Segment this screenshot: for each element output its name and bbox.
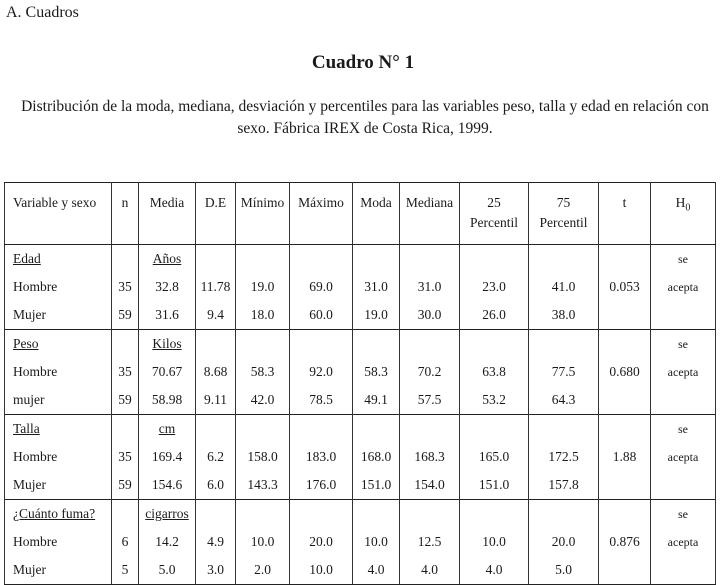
- cell-moda: 151.0: [353, 471, 400, 500]
- cell-t-empty: [599, 500, 651, 529]
- cell-p25: 10.0: [460, 528, 529, 556]
- table-row: [5, 443, 716, 471]
- table-row: [5, 556, 716, 585]
- cell-mediana: 168.3: [400, 443, 460, 471]
- cell-t-empty: [599, 301, 651, 330]
- group-header-row: [5, 500, 716, 529]
- group-name: [5, 415, 112, 444]
- cell-sex: mujer: [5, 386, 112, 415]
- header-ho-main: H: [675, 195, 686, 210]
- cell-p25: 53.2: [460, 386, 529, 415]
- cell-p25: 151.0: [460, 471, 529, 500]
- cell-n: [112, 415, 139, 444]
- cell-moda: 19.0: [353, 301, 400, 330]
- cell-empty: [196, 415, 236, 444]
- cell-p75: 20.0: [529, 528, 599, 556]
- cell-min: 10.0: [236, 528, 290, 556]
- cell-media: 5.0: [139, 556, 196, 585]
- cell-ho-empty: [651, 386, 716, 415]
- group-unit: [139, 415, 196, 444]
- cell-p25: 4.0: [460, 556, 529, 585]
- ho-top: se: [651, 330, 716, 359]
- ho-acepta: acepta: [651, 443, 716, 471]
- cell-empty: [236, 500, 290, 529]
- cell-media: 58.98: [139, 386, 196, 415]
- cell-empty: [290, 245, 353, 274]
- cell-empty: [196, 500, 236, 529]
- table-row: [5, 301, 716, 330]
- cell-empty: [400, 500, 460, 529]
- group-header-row: [5, 245, 716, 274]
- cell-empty: [353, 330, 400, 359]
- cell-t: 0.053: [599, 273, 651, 301]
- cell-media: 31.6: [139, 301, 196, 330]
- cell-p75: 5.0: [529, 556, 599, 585]
- cell-empty: [529, 500, 599, 529]
- group-unit-label: Años: [152, 251, 182, 266]
- cell-p75: 172.5: [529, 443, 599, 471]
- table-row: [5, 273, 716, 301]
- ho-acepta: acepta: [651, 358, 716, 386]
- cell-t-empty: [599, 330, 651, 359]
- group-unit-label: cm: [158, 421, 176, 436]
- cell-mediana: 70.2: [400, 358, 460, 386]
- header-t: t: [599, 183, 651, 245]
- cell-empty: [353, 245, 400, 274]
- cell-ho-empty: [651, 556, 716, 585]
- cell-empty: [529, 415, 599, 444]
- table-caption: Distribución de la moda, mediana, desviación y percentiles para las variables peso, talla y edad en relación con sexo. Fábrica IREX de Costa Rica, 1999.: [21, 98, 709, 137]
- cell-de: 9.11: [196, 386, 236, 415]
- cell-empty: [290, 415, 353, 444]
- group-name-label: Talla: [13, 421, 40, 436]
- cell-t: 0.680: [599, 358, 651, 386]
- cell-mediana: 4.0: [400, 556, 460, 585]
- cell-max: 92.0: [290, 358, 353, 386]
- cell-min: 58.3: [236, 358, 290, 386]
- header-p25: [460, 183, 529, 245]
- cell-min: 19.0: [236, 273, 290, 301]
- cell-mediana: 31.0: [400, 273, 460, 301]
- cell-media: 169.4: [139, 443, 196, 471]
- cell-de: 8.68: [196, 358, 236, 386]
- cell-min: 18.0: [236, 301, 290, 330]
- cell-media: 14.2: [139, 528, 196, 556]
- cell-max: 20.0: [290, 528, 353, 556]
- header-de: D.E: [196, 183, 236, 245]
- group-name: [5, 330, 112, 359]
- cell-t-empty: [599, 386, 651, 415]
- cell-max: 176.0: [290, 471, 353, 500]
- cell-de: 11.78: [196, 273, 236, 301]
- header-mediana: Mediana: [400, 183, 460, 245]
- cell-empty: [400, 415, 460, 444]
- cell-sex: Hombre: [5, 273, 112, 301]
- group-name-label: ¿Cuánto fuma?: [13, 506, 96, 521]
- cell-n: 59: [112, 386, 139, 415]
- cell-min: 158.0: [236, 443, 290, 471]
- cell-moda: 58.3: [353, 358, 400, 386]
- group-unit: [139, 500, 196, 529]
- cell-sex: Mujer: [5, 471, 112, 500]
- cell-empty: [460, 245, 529, 274]
- group-header-row: [5, 330, 716, 359]
- header-variable: Variable y sexo: [5, 183, 112, 245]
- cell-n: 59: [112, 301, 139, 330]
- cell-sex: Hombre: [5, 358, 112, 386]
- cell-moda: 49.1: [353, 386, 400, 415]
- cell-moda: 168.0: [353, 443, 400, 471]
- cell-mediana: 57.5: [400, 386, 460, 415]
- cell-media: 70.67: [139, 358, 196, 386]
- cell-empty: [460, 415, 529, 444]
- cell-p25: 63.8: [460, 358, 529, 386]
- cell-empty: [290, 500, 353, 529]
- cell-mediana: 30.0: [400, 301, 460, 330]
- header-ho-sub: 0: [685, 202, 691, 214]
- cell-empty: [236, 415, 290, 444]
- cell-p75: 38.0: [529, 301, 599, 330]
- cell-n: 5: [112, 556, 139, 585]
- cell-p25: 165.0: [460, 443, 529, 471]
- cell-p25: 23.0: [460, 273, 529, 301]
- cell-max: 78.5: [290, 386, 353, 415]
- cell-n: 35: [112, 273, 139, 301]
- cell-moda: 10.0: [353, 528, 400, 556]
- cell-n: 6: [112, 528, 139, 556]
- cell-n: 35: [112, 358, 139, 386]
- table-row: [5, 386, 716, 415]
- cell-t-empty: [599, 556, 651, 585]
- ho-acepta: acepta: [651, 528, 716, 556]
- cell-sex: Hombre: [5, 528, 112, 556]
- ho-acepta: acepta: [651, 273, 716, 301]
- cell-empty: [290, 330, 353, 359]
- group-name-label: Edad: [13, 251, 41, 266]
- group-unit: [139, 245, 196, 274]
- header-p75-word: Percentil: [539, 215, 588, 230]
- header-p25-word: Percentil: [470, 215, 518, 230]
- cell-empty: [529, 330, 599, 359]
- group-unit-label: Kilos: [152, 336, 182, 351]
- ho-top: se: [651, 415, 716, 444]
- cell-empty: [353, 415, 400, 444]
- group-name: [5, 500, 112, 529]
- cell-sex: Mujer: [5, 301, 112, 330]
- cell-max: 69.0: [290, 273, 353, 301]
- cell-max: 60.0: [290, 301, 353, 330]
- cell-de: 6.2: [196, 443, 236, 471]
- cell-max: 10.0: [290, 556, 353, 585]
- group-name: [5, 245, 112, 274]
- cell-empty: [460, 330, 529, 359]
- cell-de: 9.4: [196, 301, 236, 330]
- table-row: [5, 358, 716, 386]
- cell-p75: 64.3: [529, 386, 599, 415]
- cell-empty: [460, 500, 529, 529]
- cell-empty: [353, 500, 400, 529]
- cell-moda: 31.0: [353, 273, 400, 301]
- cell-sex: Hombre: [5, 443, 112, 471]
- table-row: [5, 528, 716, 556]
- cell-empty: [529, 245, 599, 274]
- cell-n: [112, 500, 139, 529]
- cell-empty: [400, 245, 460, 274]
- cell-media: 32.8: [139, 273, 196, 301]
- cell-sex: Mujer: [5, 556, 112, 585]
- section-label: A. Cuadros: [6, 4, 79, 21]
- header-ho: [651, 183, 716, 245]
- cell-p75: 41.0: [529, 273, 599, 301]
- cell-mediana: 154.0: [400, 471, 460, 500]
- cell-min: 143.3: [236, 471, 290, 500]
- cell-p25: 26.0: [460, 301, 529, 330]
- table-row: [5, 471, 716, 500]
- cell-t-empty: [599, 471, 651, 500]
- cell-ho-empty: [651, 471, 716, 500]
- cell-t-empty: [599, 415, 651, 444]
- ho-top: se: [651, 245, 716, 274]
- cell-de: 4.9: [196, 528, 236, 556]
- header-media: Media: [139, 183, 196, 245]
- header-p75: [529, 183, 599, 245]
- cell-n: [112, 245, 139, 274]
- group-unit: [139, 330, 196, 359]
- cell-moda: 4.0: [353, 556, 400, 585]
- header-p25-number: 25: [487, 195, 501, 210]
- cell-n: 35: [112, 443, 139, 471]
- statistics-table: [4, 182, 716, 585]
- cell-t-empty: [599, 245, 651, 274]
- cell-min: 2.0: [236, 556, 290, 585]
- header-moda: Moda: [353, 183, 400, 245]
- cell-empty: [236, 330, 290, 359]
- cell-n: 59: [112, 471, 139, 500]
- group-name-label: Peso: [13, 336, 39, 351]
- header-row: [5, 183, 716, 245]
- cell-empty: [196, 245, 236, 274]
- cell-empty: [400, 330, 460, 359]
- cell-min: 42.0: [236, 386, 290, 415]
- table-title: Cuadro N° 1: [311, 52, 415, 73]
- cell-de: 6.0: [196, 471, 236, 500]
- cell-mediana: 12.5: [400, 528, 460, 556]
- group-unit-label: cigarros: [145, 506, 189, 521]
- cell-ho-empty: [651, 301, 716, 330]
- header-p75-number: 75: [556, 195, 571, 210]
- cell-n: [112, 330, 139, 359]
- group-header-row: [5, 415, 716, 444]
- cell-empty: [196, 330, 236, 359]
- cell-t: 0.876: [599, 528, 651, 556]
- cell-de: 3.0: [196, 556, 236, 585]
- cell-p75: 157.8: [529, 471, 599, 500]
- cell-media: 154.6: [139, 471, 196, 500]
- header-n: n: [112, 183, 139, 245]
- cell-p75: 77.5: [529, 358, 599, 386]
- header-maximo: Máximo: [290, 183, 353, 245]
- header-minimo: Mínimo: [236, 183, 290, 245]
- cell-empty: [236, 245, 290, 274]
- ho-top: se: [651, 500, 716, 529]
- cell-t: 1.88: [599, 443, 651, 471]
- cell-max: 183.0: [290, 443, 353, 471]
